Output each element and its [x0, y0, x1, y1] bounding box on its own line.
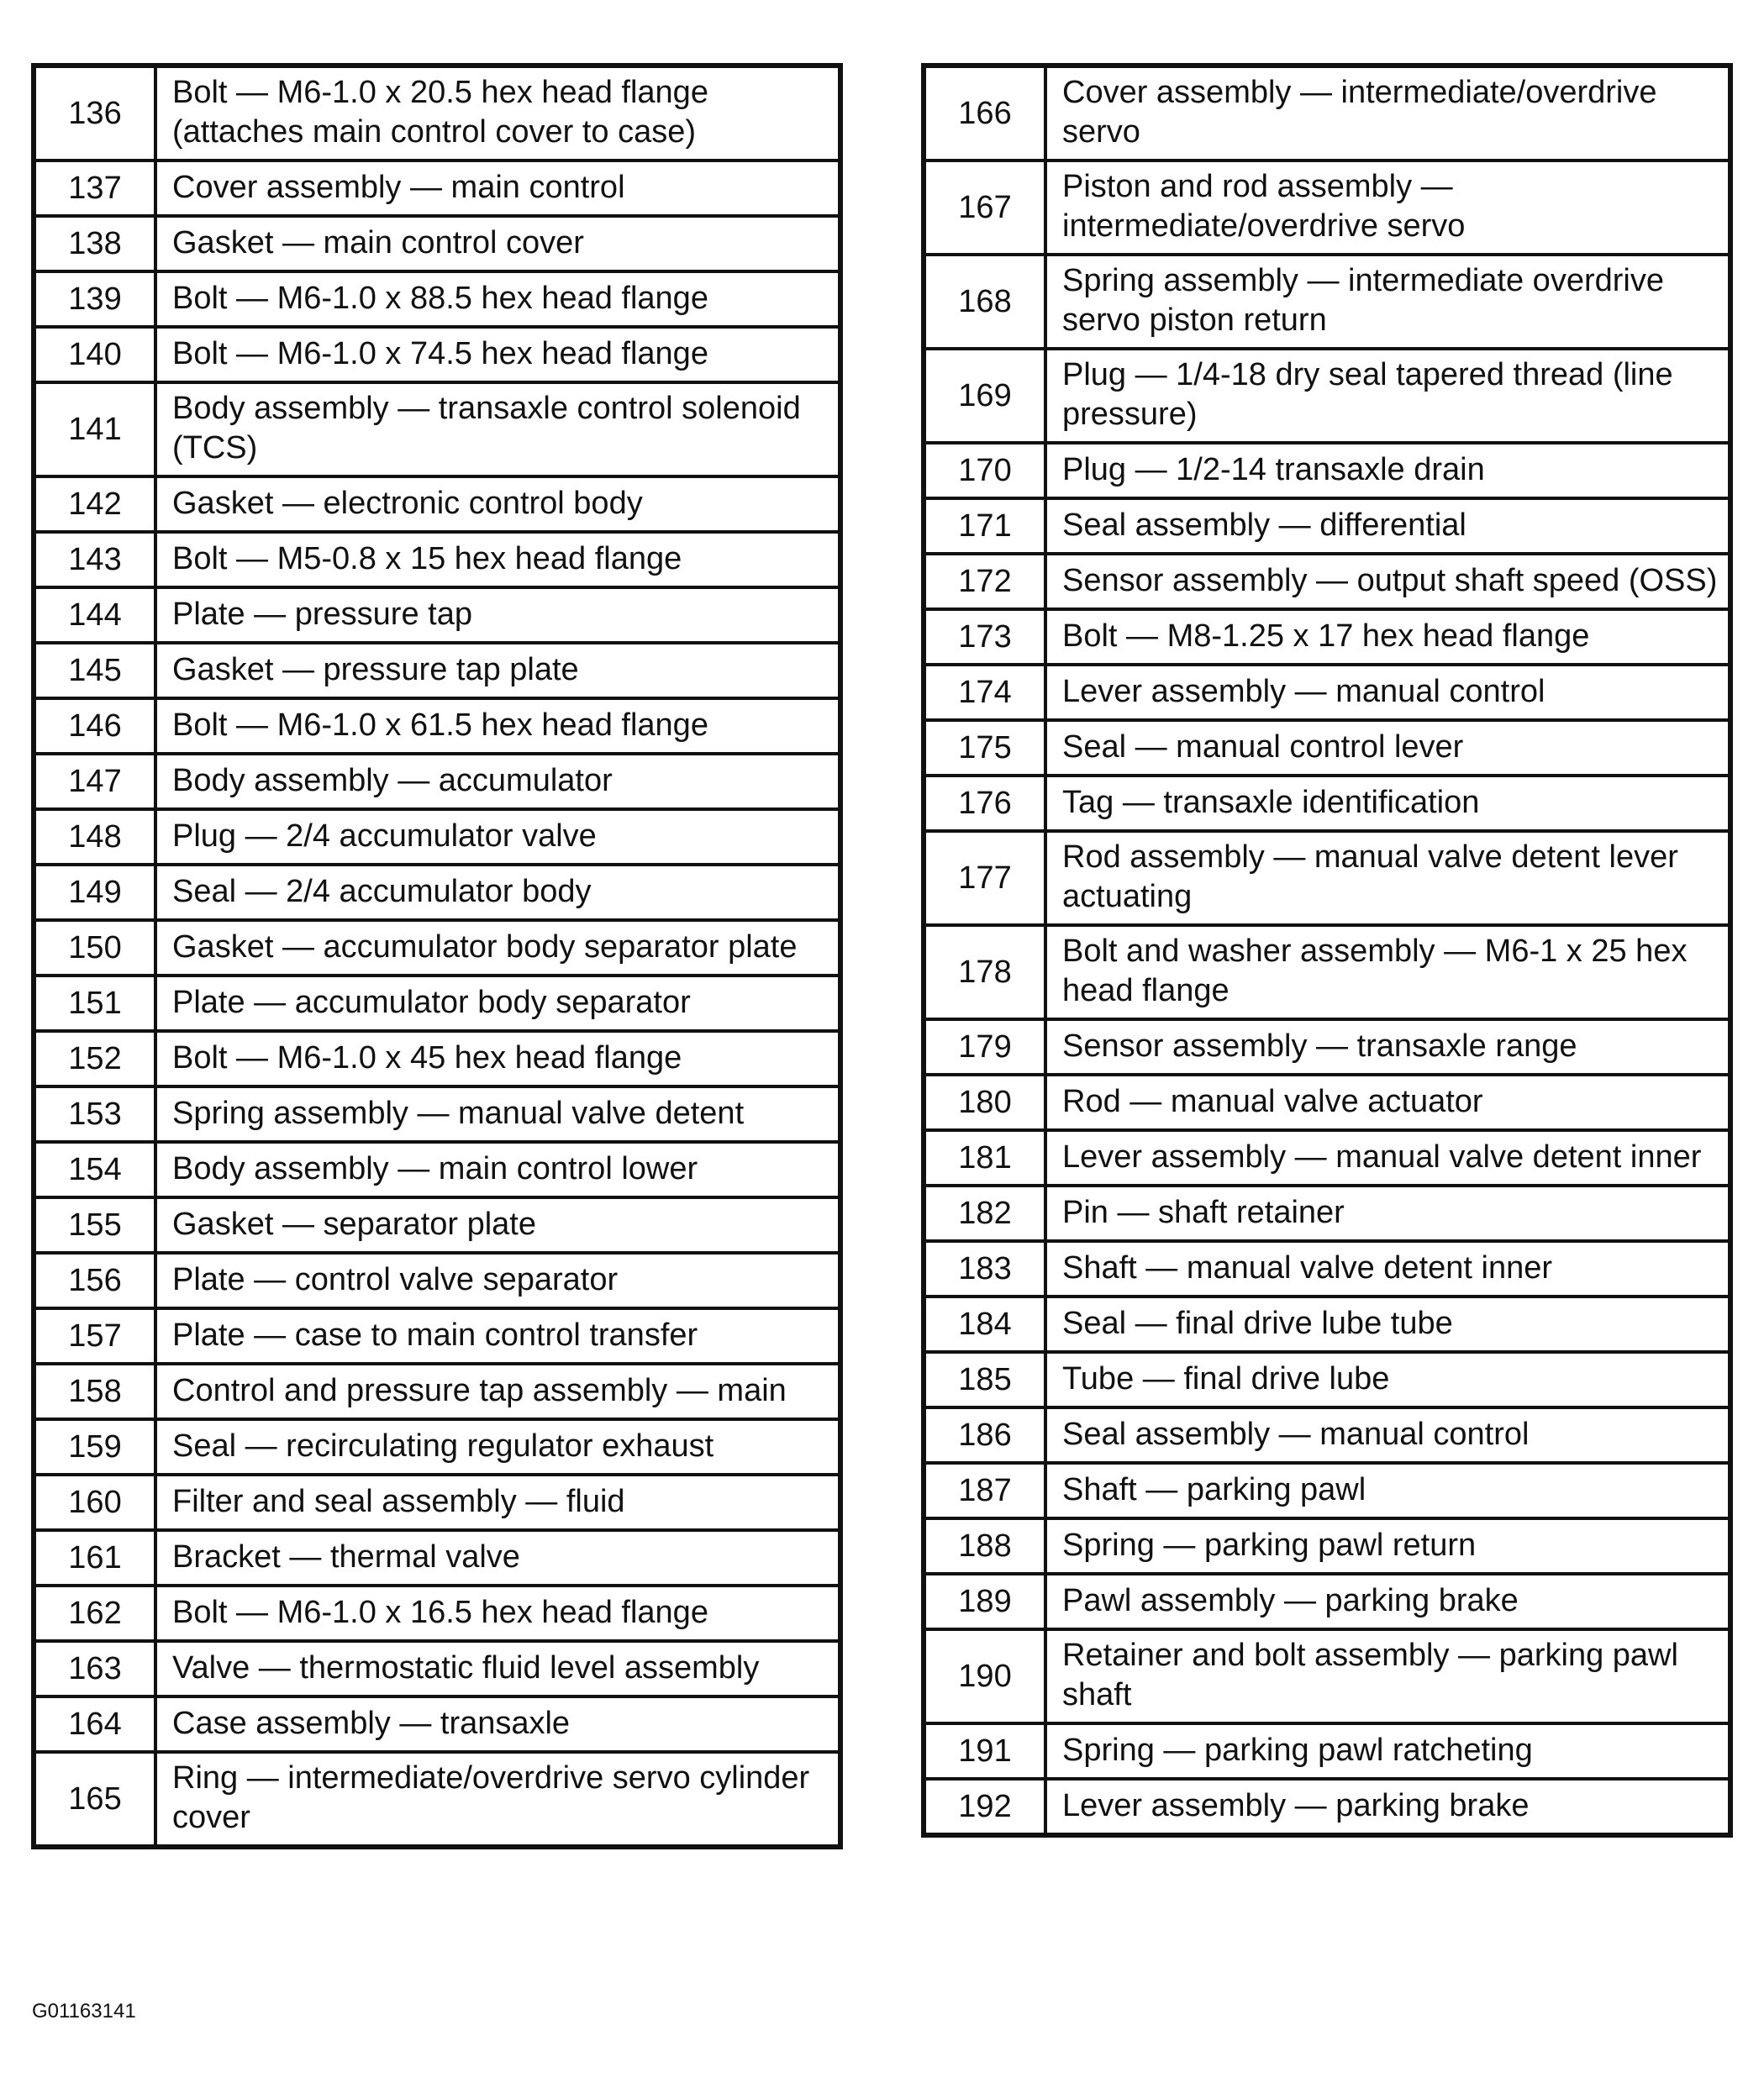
item-number: 145: [34, 643, 155, 698]
item-number: 179: [924, 1019, 1045, 1075]
table-row: [34, 382, 840, 476]
table-row: [34, 920, 840, 976]
item-number: 160: [34, 1475, 155, 1530]
item-number: 170: [924, 443, 1045, 498]
table-row: [34, 1696, 840, 1752]
item-number: 185: [924, 1352, 1045, 1407]
item-description: Gasket — pressure tap plate: [155, 643, 840, 698]
table-row: [924, 1352, 1730, 1407]
table-row: [924, 66, 1730, 160]
item-description: Plug — 1/4-18 dry seal tapered thread (line pressure): [1045, 349, 1730, 443]
item-number: 164: [34, 1696, 155, 1752]
table-row: [924, 554, 1730, 609]
item-number: 155: [34, 1197, 155, 1253]
item-description: Lever assembly — manual control: [1045, 665, 1730, 720]
item-number: 143: [34, 532, 155, 587]
table-row: [34, 327, 840, 382]
item-description: Gasket — electronic control body: [155, 476, 840, 532]
table-row: [34, 66, 840, 160]
item-description: Bolt — M6-1.0 x 88.5 hex head flange: [155, 271, 840, 327]
table-row: [34, 160, 840, 216]
item-description: Spring assembly — intermediate overdrive servo piston return: [1045, 255, 1730, 349]
item-description: Spring assembly — manual valve detent: [155, 1086, 840, 1142]
item-number: 137: [34, 160, 155, 216]
item-number: 189: [924, 1574, 1045, 1629]
item-number: 172: [924, 554, 1045, 609]
item-number: 183: [924, 1241, 1045, 1297]
table-row: [34, 1031, 840, 1086]
item-number: 136: [34, 66, 155, 160]
item-description: Tag — transaxle identification: [1045, 776, 1730, 831]
item-description: Plate — control valve separator: [155, 1253, 840, 1308]
item-description: Control and pressure tap assembly — main: [155, 1364, 840, 1419]
item-description: Lever assembly — manual valve detent inner: [1045, 1130, 1730, 1186]
table-row: [34, 1253, 840, 1308]
item-number: 147: [34, 754, 155, 809]
item-description: Bolt — M6-1.0 x 45 hex head flange: [155, 1031, 840, 1086]
item-number: 186: [924, 1407, 1045, 1463]
item-number: 144: [34, 587, 155, 643]
item-number: 166: [924, 66, 1045, 160]
item-description: Spring — parking pawl return: [1045, 1518, 1730, 1574]
item-number: 165: [34, 1752, 155, 1847]
item-number: 180: [924, 1075, 1045, 1130]
item-description: Rod assembly — manual valve detent lever actuating: [1045, 831, 1730, 925]
table-row: [924, 665, 1730, 720]
item-description: Retainer and bolt assembly — parking pawl shaft: [1045, 1629, 1730, 1723]
table-row: [34, 698, 840, 754]
item-number: 161: [34, 1530, 155, 1586]
table-row: [924, 925, 1730, 1019]
table-row: [34, 1530, 840, 1586]
item-number: 173: [924, 609, 1045, 665]
item-description: Body assembly — transaxle control solenoid (TCS): [155, 382, 840, 476]
item-number: 153: [34, 1086, 155, 1142]
item-number: 169: [924, 349, 1045, 443]
item-number: 176: [924, 776, 1045, 831]
item-number: 187: [924, 1463, 1045, 1518]
item-description: Cover assembly — main control: [155, 160, 840, 216]
item-number: 168: [924, 255, 1045, 349]
table-row: [34, 1086, 840, 1142]
item-number: 142: [34, 476, 155, 532]
item-number: 177: [924, 831, 1045, 925]
item-number: 152: [34, 1031, 155, 1086]
item-description: Spring — parking pawl ratcheting: [1045, 1723, 1730, 1779]
table-row: [924, 1075, 1730, 1130]
table-row: [924, 1518, 1730, 1574]
table-row: [924, 1779, 1730, 1835]
item-number: 174: [924, 665, 1045, 720]
parts-table-right-body: [924, 66, 1730, 1835]
item-number: 148: [34, 809, 155, 865]
item-description: Piston and rod assembly — intermediate/overdrive servo: [1045, 160, 1730, 255]
item-number: 191: [924, 1723, 1045, 1779]
item-description: Rod — manual valve actuator: [1045, 1075, 1730, 1130]
table-row: [924, 1629, 1730, 1723]
table-row: [34, 976, 840, 1031]
table-row: [924, 1019, 1730, 1075]
item-description: Plug — 1/2-14 transaxle drain: [1045, 443, 1730, 498]
table-row: [34, 1586, 840, 1641]
table-row: [924, 1723, 1730, 1779]
table-row: [924, 1297, 1730, 1352]
table-row: [34, 476, 840, 532]
table-row: [34, 754, 840, 809]
item-number: 154: [34, 1142, 155, 1197]
item-description: Seal — final drive lube tube: [1045, 1297, 1730, 1352]
item-number: 178: [924, 925, 1045, 1019]
item-description: Tube — final drive lube: [1045, 1352, 1730, 1407]
item-description: Plate — accumulator body separator: [155, 976, 840, 1031]
item-number: 181: [924, 1130, 1045, 1186]
table-row: [924, 831, 1730, 925]
item-number: 150: [34, 920, 155, 976]
item-number: 162: [34, 1586, 155, 1641]
table-row: [34, 643, 840, 698]
parts-table-right: [921, 63, 1733, 1838]
item-number: 163: [34, 1641, 155, 1696]
item-description: Pin — shaft retainer: [1045, 1186, 1730, 1241]
item-description: Body assembly — accumulator: [155, 754, 840, 809]
item-description: Bolt and washer assembly — M6-1 x 25 hex head flange: [1045, 925, 1730, 1019]
item-description: Plate — case to main control transfer: [155, 1308, 840, 1364]
item-description: Seal — manual control lever: [1045, 720, 1730, 776]
item-description: Filter and seal assembly — fluid: [155, 1475, 840, 1530]
table-row: [924, 1241, 1730, 1297]
table-row: [34, 1475, 840, 1530]
item-number: 138: [34, 216, 155, 271]
item-number: 182: [924, 1186, 1045, 1241]
table-row: [924, 443, 1730, 498]
item-description: Bolt — M8-1.25 x 17 hex head flange: [1045, 609, 1730, 665]
item-description: Bracket — thermal valve: [155, 1530, 840, 1586]
item-description: Shaft — parking pawl: [1045, 1463, 1730, 1518]
item-number: 157: [34, 1308, 155, 1364]
item-number: 156: [34, 1253, 155, 1308]
item-description: Seal assembly — differential: [1045, 498, 1730, 554]
item-description: Seal — 2/4 accumulator body: [155, 865, 840, 920]
item-description: Bolt — M5-0.8 x 15 hex head flange: [155, 532, 840, 587]
item-number: 188: [924, 1518, 1045, 1574]
item-number: 141: [34, 382, 155, 476]
table-row: [924, 1407, 1730, 1463]
item-number: 167: [924, 160, 1045, 255]
table-row: [34, 1308, 840, 1364]
item-number: 146: [34, 698, 155, 754]
table-row: [924, 776, 1730, 831]
table-row: [34, 271, 840, 327]
item-description: Seal assembly — manual control: [1045, 1407, 1730, 1463]
item-description: Sensor assembly — output shaft speed (OSS): [1045, 554, 1730, 609]
item-description: Valve — thermostatic fluid level assembly: [155, 1641, 840, 1696]
item-description: Bolt — M6-1.0 x 16.5 hex head flange: [155, 1586, 840, 1641]
item-description: Gasket — main control cover: [155, 216, 840, 271]
table-row: [34, 532, 840, 587]
table-row: [924, 349, 1730, 443]
table-row: [34, 865, 840, 920]
item-description: Case assembly — transaxle: [155, 1696, 840, 1752]
item-number: 171: [924, 498, 1045, 554]
figure-code: G01163141: [32, 2000, 136, 2023]
table-row: [924, 498, 1730, 554]
item-description: Gasket — separator plate: [155, 1197, 840, 1253]
table-row: [34, 1752, 840, 1847]
item-description: Bolt — M6-1.0 x 61.5 hex head flange: [155, 698, 840, 754]
item-number: 158: [34, 1364, 155, 1419]
item-number: 149: [34, 865, 155, 920]
table-row: [924, 609, 1730, 665]
table-row: [34, 1142, 840, 1197]
item-description: Pawl assembly — parking brake: [1045, 1574, 1730, 1629]
item-number: 151: [34, 976, 155, 1031]
item-description: Sensor assembly — transaxle range: [1045, 1019, 1730, 1075]
item-number: 184: [924, 1297, 1045, 1352]
table-row: [924, 1574, 1730, 1629]
table-row: [34, 587, 840, 643]
item-description: Bolt — M6-1.0 x 74.5 hex head flange: [155, 327, 840, 382]
table-row: [34, 809, 840, 865]
item-description: Plate — pressure tap: [155, 587, 840, 643]
table-row: [924, 1463, 1730, 1518]
item-description: Lever assembly — parking brake: [1045, 1779, 1730, 1835]
table-row: [34, 1641, 840, 1696]
item-description: Seal — recirculating regulator exhaust: [155, 1419, 840, 1475]
item-number: 192: [924, 1779, 1045, 1835]
item-description: Plug — 2/4 accumulator valve: [155, 809, 840, 865]
parts-table-left: [31, 63, 843, 1849]
table-row: [924, 1130, 1730, 1186]
item-number: 140: [34, 327, 155, 382]
parts-table-left-body: [34, 66, 840, 1847]
item-description: Body assembly — main control lower: [155, 1142, 840, 1197]
item-number: 139: [34, 271, 155, 327]
item-number: 175: [924, 720, 1045, 776]
item-number: 190: [924, 1629, 1045, 1723]
table-row: [924, 160, 1730, 255]
table-row: [34, 1364, 840, 1419]
item-description: Bolt — M6-1.0 x 20.5 hex head flange (attaches main control cover to case): [155, 66, 840, 160]
table-row: [924, 720, 1730, 776]
item-description: Shaft — manual valve detent inner: [1045, 1241, 1730, 1297]
item-description: Cover assembly — intermediate/overdrive servo: [1045, 66, 1730, 160]
table-row: [34, 1197, 840, 1253]
item-description: Ring — intermediate/overdrive servo cylinder cover: [155, 1752, 840, 1847]
item-description: Gasket — accumulator body separator plate: [155, 920, 840, 976]
item-number: 159: [34, 1419, 155, 1475]
table-row: [34, 216, 840, 271]
table-row: [924, 1186, 1730, 1241]
table-row: [34, 1419, 840, 1475]
table-row: [924, 255, 1730, 349]
